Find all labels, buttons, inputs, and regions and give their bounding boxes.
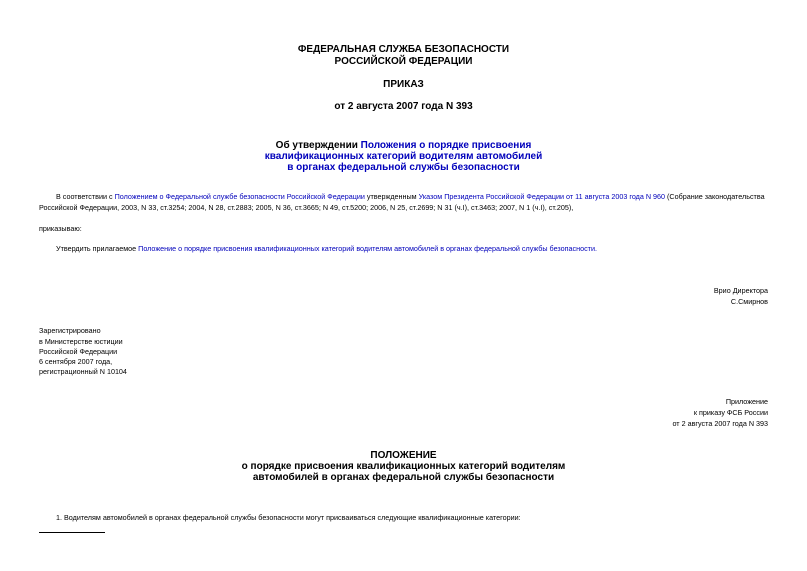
subject-prefix: Об утверждении: [275, 140, 361, 151]
footnote-separator: [39, 532, 105, 533]
agency-line-2: РОССИЙСКОЙ ФЕДЕРАЦИИ: [334, 56, 473, 67]
document-date: от 2 августа 2007 года N 393: [334, 101, 473, 112]
subject-link[interactable]: Положения о порядке присвоения: [360, 140, 532, 151]
document-type: ПРИКАЗ: [383, 79, 424, 90]
regulation-title: ПОЛОЖЕНИЕ: [370, 450, 437, 461]
preamble-line-2: Российской Федерации, 2003, N 33, ст.3254; 2004, N 28, ст.2883; 2005, N 36, ст.3665; N 49, ст.5200; 2006, N 25, ст.2699; N 31 (ч.I), ст.3463; 2007, N 1 (ч.I), ст.205),: [39, 203, 574, 212]
registration-line-5: регистрационный N 10104: [39, 367, 127, 376]
appendix-line-2: к приказу ФСБ России: [693, 408, 768, 417]
approve-text: Утвердить прилагаемое: [56, 244, 139, 253]
signature-name: С.Смирнов: [730, 297, 768, 306]
appendix-line-3: от 2 августа 2007 года N 393: [672, 419, 768, 428]
clause-1: 1. Водителям автомобилей в органах федеральной службы безопасности могут присваиваться следующие квалификационные категории:: [56, 513, 521, 522]
agency-line-1: ФЕДЕРАЛЬНАЯ СЛУЖБА БЕЗОПАСНОСТИ: [297, 44, 510, 55]
preamble-text-2: утвержденным: [364, 192, 419, 201]
preamble-text-1: В соответствии с: [56, 192, 115, 201]
registration-line-1: Зарегистрировано: [39, 326, 101, 335]
subject-line-2[interactable]: квалификационных категорий водителям автомобилей: [264, 151, 543, 162]
regulation-link[interactable]: Положение о порядке присвоения квалификационных категорий водителям автомобилей в органах федеральной службы безопасности.: [138, 244, 597, 253]
regulation-subtitle-2: автомобилей в органах федеральной службы безопасности: [252, 472, 555, 483]
preamble-text-3: (Собрание законодательства: [665, 192, 765, 201]
appendix-line-1: Приложение: [725, 397, 768, 406]
registration-line-2: в Министерстве юстиции: [39, 337, 123, 346]
fsb-regulation-link[interactable]: Положением о Федеральной службе безопасности Российской Федерации: [114, 192, 365, 201]
regulation-subtitle-1: о порядке присвоения квалификационных категорий водителям: [241, 461, 566, 472]
registration-line-4: 6 сентября 2007 года,: [39, 357, 113, 366]
signature-title: Врио Директора: [713, 286, 768, 295]
preamble-line-1: [56, 192, 765, 202]
subject-line-3[interactable]: в органах федеральной службы безопасности: [287, 162, 520, 173]
registration-line-3: Российской Федерации: [39, 347, 118, 356]
approve-paragraph: [56, 244, 597, 254]
presidential-decree-link[interactable]: Указом Президента Российской Федерации от 11 августа 2003 года N 960: [418, 192, 666, 201]
order-word: приказываю:: [39, 224, 82, 233]
